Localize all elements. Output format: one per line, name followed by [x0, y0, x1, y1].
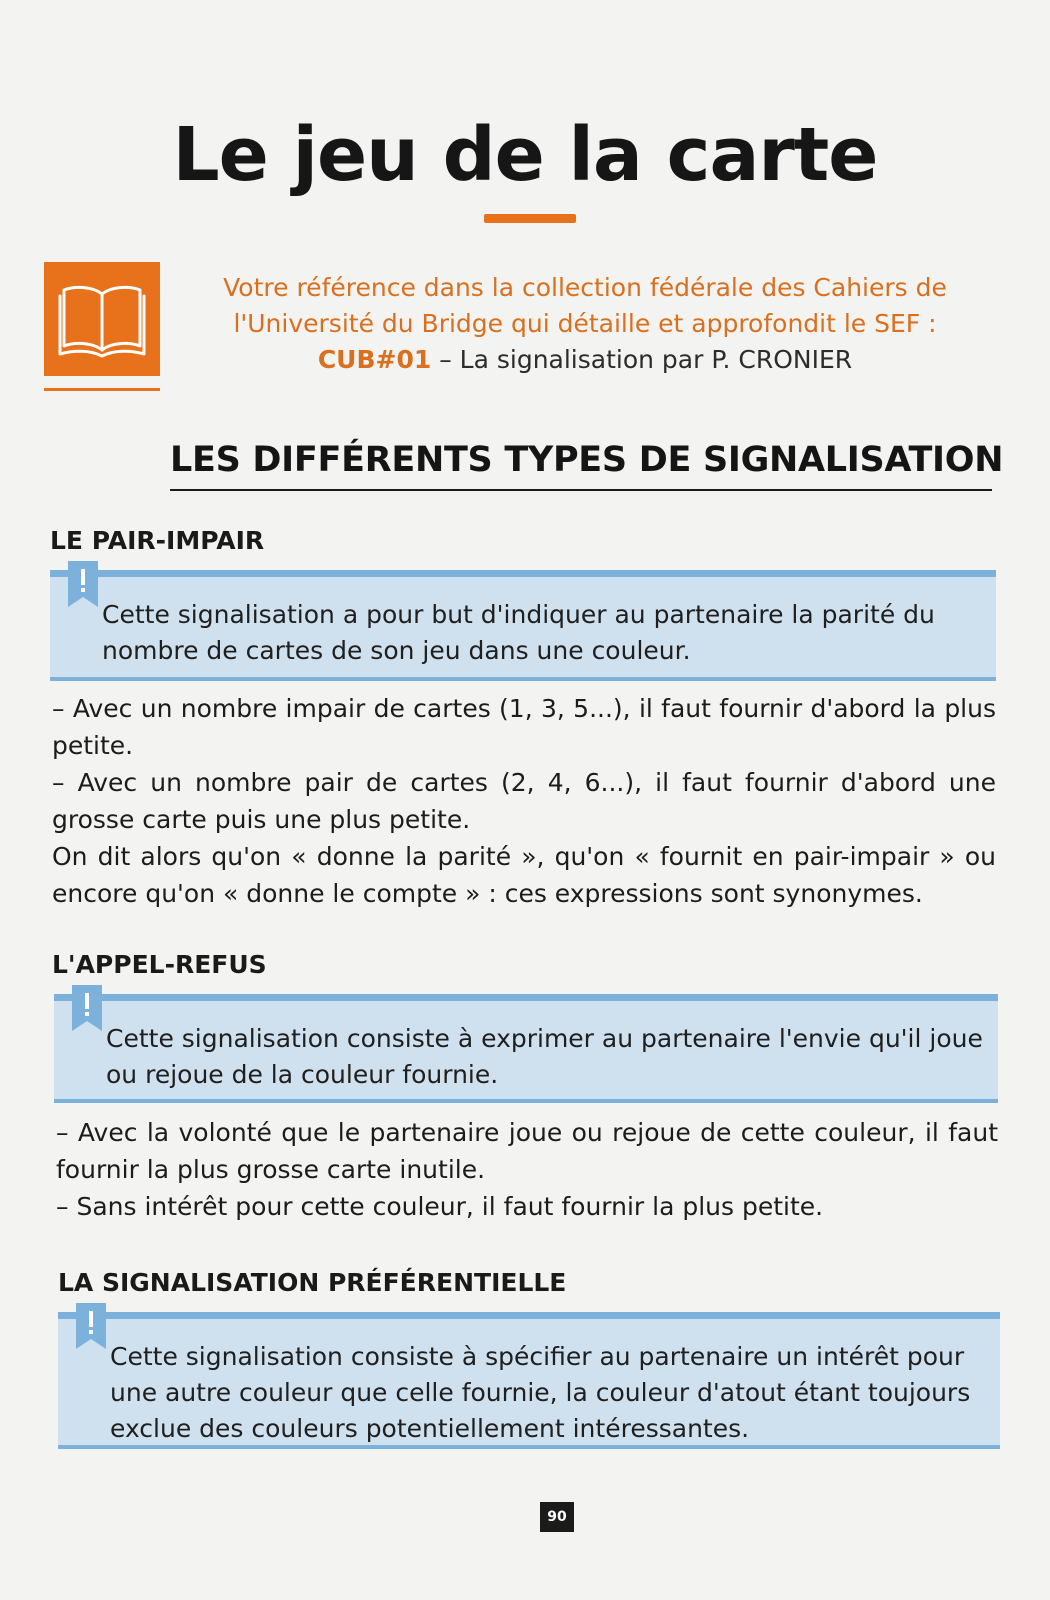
- reference-line-3-rest: – La signalisation par P. CRONIER: [431, 345, 853, 374]
- exclamation-flag-icon: [72, 985, 102, 1031]
- open-book-icon: [58, 280, 146, 358]
- paragraph-line: – Avec un nombre pair de cartes (2, 4, 6...), il faut fournir d'abord une grosse carte puis une plus petite.: [52, 768, 996, 834]
- book-badge: [44, 262, 160, 376]
- page-title: Le jeu de la carte: [172, 112, 878, 198]
- callout-text: Cette signalisation consiste à spécifier au partenaire un intérêt pour une autre couleur que celle fournie, la couleur d'atout étant toujours exclue des couleurs potentiellement intéressantes.: [110, 1342, 971, 1443]
- paragraph-line: On dit alors qu'on « donne la parité », qu'on « fournit en pair-impair » ou encore qu'on « donne le compte » : ces expressions sont synonymes.: [52, 842, 996, 908]
- exclamation-flag-icon: [76, 1303, 106, 1349]
- callout-appel-refus: [54, 994, 998, 1103]
- reference-code: CUB#01: [317, 345, 432, 374]
- section-heading: LES DIFFÉRENTS TYPES DE SIGNALISATION: [170, 440, 1004, 480]
- exclamation-flag-icon: [68, 561, 98, 607]
- callout-pair-impair: [50, 570, 996, 681]
- reference-note: [170, 270, 1000, 378]
- reference-line-1: Votre référence dans la collection fédérale des Cahiers de: [223, 273, 947, 302]
- paragraph-line: – Avec un nombre impair de cartes (1, 3, 5...), il faut fournir d'abord la plus petite.: [52, 694, 996, 760]
- callout-preferentielle: [58, 1312, 1000, 1449]
- paragraph-pair-impair: [52, 690, 996, 912]
- title-underline: [484, 214, 576, 223]
- reference-line-2: l'Université du Bridge qui détaille et approfondit le SEF :: [233, 309, 937, 338]
- callout-text: Cette signalisation consiste à exprimer au partenaire l'envie qu'il joue ou rejoue de la couleur fournie.: [106, 1024, 983, 1089]
- subsection-heading-pair-impair: LE PAIR-IMPAIR: [50, 526, 265, 555]
- paragraph-line: – Avec la volonté que le partenaire joue ou rejoue de cette couleur, il faut fournir la plus grosse carte inutile.: [56, 1118, 998, 1184]
- paragraph-line: – Sans intérêt pour cette couleur, il faut fournir la plus petite.: [56, 1192, 824, 1221]
- subsection-heading-preferentielle: LA SIGNALISATION PRÉFÉRENTIELLE: [58, 1268, 567, 1297]
- section-heading-rule: [170, 489, 992, 491]
- paragraph-appel-refus: [56, 1114, 998, 1225]
- book-badge-rule: [44, 388, 160, 391]
- reference-line-3: [170, 342, 1000, 378]
- page-number: 90: [540, 1502, 574, 1532]
- callout-text: Cette signalisation a pour but d'indiquer au partenaire la parité du nombre de cartes de son jeu dans une couleur.: [102, 600, 935, 665]
- subsection-heading-appel-refus: L'APPEL-REFUS: [52, 950, 267, 979]
